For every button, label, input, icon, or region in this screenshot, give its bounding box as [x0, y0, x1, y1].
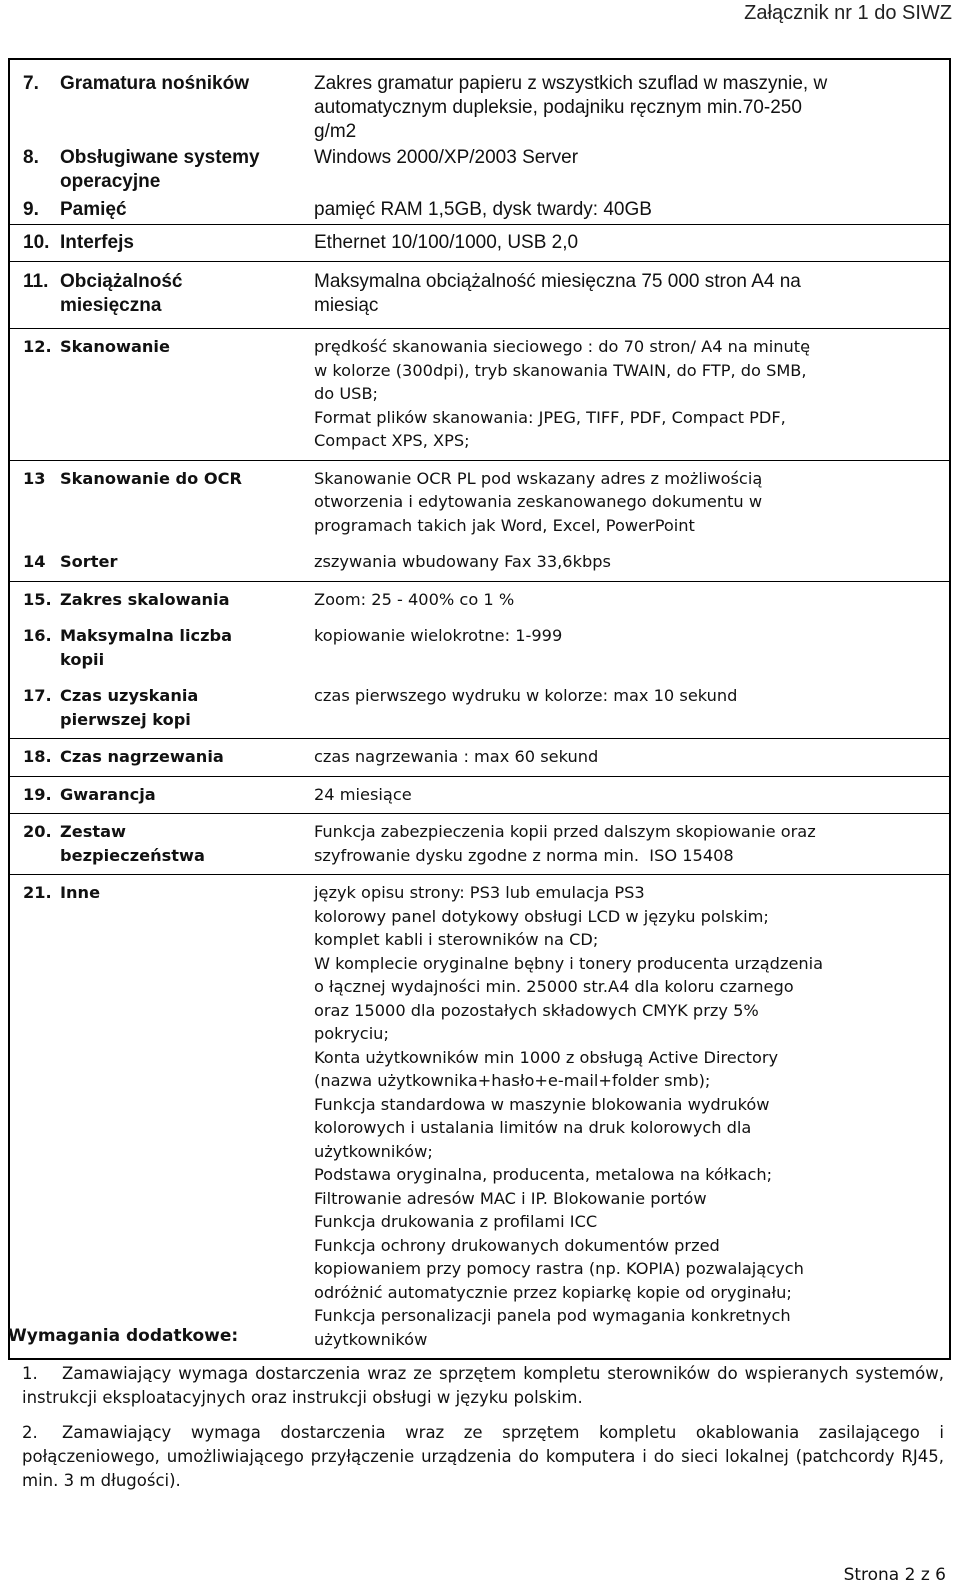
row-description-line: Funkcja standardowa w maszynie blokowania wydruków — [314, 1094, 770, 1114]
row-description-line: Funkcja personalizacji panela pod wymagania konkretnych — [314, 1306, 791, 1325]
row-name-line: Sorter — [60, 552, 118, 571]
row-number: 7. — [23, 73, 39, 94]
row-description-line: pokryciu; — [314, 1024, 389, 1043]
document-header: Załącznik nr 1 do SIWZ — [744, 2, 952, 24]
row-description-line: Ethernet 10/100/1000, USB 2,0 — [314, 232, 579, 253]
row-description-line: Funkcja drukowania z profilami ICC — [314, 1212, 598, 1231]
extra-requirements-title: Wymagania dodatkowe: — [8, 1326, 239, 1346]
row-name — [54, 820, 314, 867]
row-description-line: g/m2 — [314, 121, 357, 142]
requirement-item-1 — [22, 1362, 944, 1410]
requirement-item-2 — [22, 1421, 944, 1493]
row-description-line: prędkość skanowania sieciowego : do 70 stron/ A4 na minutę — [314, 337, 811, 356]
row-description — [314, 745, 949, 769]
row-name — [54, 198, 314, 222]
table-row — [10, 144, 949, 196]
row-description-line: pamięć RAM 1,5GB, dysk twardy: 40GB — [314, 199, 652, 220]
table-row — [10, 776, 949, 814]
row-number: 8. — [23, 147, 39, 168]
row-number: 13 — [23, 468, 46, 488]
row-description-line: kolorowy panel dotykowy obsługi LCD w języku polskim; — [314, 906, 769, 926]
row-description-line: Filtrowanie adresów MAC i IP. Blokowanie portów — [314, 1188, 707, 1208]
requirement-number: 2. — [22, 1423, 38, 1442]
table-row — [10, 328, 949, 460]
row-number: 21. — [23, 883, 52, 902]
table-row — [10, 813, 949, 874]
row-description — [314, 467, 949, 538]
row-description-line: otworzenia i edytowania zeskanowanego dokumentu w — [314, 492, 763, 511]
row-description-line: w kolorze (300dpi), tryb skanowania TWAIN, do FTP, do SMB, — [314, 360, 807, 380]
table-row — [10, 196, 949, 224]
row-name-line: bezpieczeństwa — [60, 845, 205, 865]
row-description-line: Compact XPS, XPS; — [314, 431, 470, 450]
row-name — [54, 624, 314, 671]
row-name — [54, 684, 314, 731]
row-description-line: komplet kabli i sterowników na CD; — [314, 930, 599, 949]
row-description-line: o łącznej wydajności min. 25000 str.A4 dla koloru czarnego — [314, 977, 794, 996]
row-name — [54, 335, 314, 453]
row-name-line: Gramatura nośników — [60, 73, 249, 94]
row-description-line: Zakres gramatur papieru z wszystkich szuflad w maszynie, w — [314, 73, 828, 94]
row-description-line: czas pierwszego wydruku w kolorze: max 10 sekund — [314, 686, 738, 705]
table-row — [10, 581, 949, 619]
row-name — [54, 72, 314, 144]
row-name-line: Obciążalność — [60, 271, 183, 292]
row-description-line: do USB; — [314, 384, 379, 403]
row-description-line: miesiąc — [314, 295, 379, 316]
row-description-line: kopiowanie wielokrotne: 1-999 — [314, 626, 563, 645]
requirement-text: Zamawiający wymaga dostarczenia wraz ze sprzętem kompletu sterowników do wspieranych systemów, instrukcji eksploatacyjnych oraz instrukcji obsługi w języku polskim. — [22, 1364, 944, 1407]
table-row — [10, 544, 949, 581]
row-description-line: Konta użytkowników min 1000 z obsługą Active Directory — [314, 1047, 779, 1067]
row-description-line: zszywania wbudowany Fax 33,6kbps — [314, 552, 611, 571]
row-description — [314, 72, 949, 144]
row-description-line: Maksymalna obciążalność miesięczna 75 000 stron A4 na — [314, 271, 801, 292]
table-row — [10, 738, 949, 776]
table-row — [10, 460, 949, 545]
row-name — [54, 783, 314, 807]
row-name-line: Interfejs — [60, 232, 134, 253]
requirement-text: Zamawiający wymaga dostarczenia wraz ze sprzętem kompletu okablowania zasilającego i połączeniowego, umożliwiającego przyłączenie urządzenia do komputera i do sieci lokalnej (patchcordy RJ45, min. 3 m długości). — [22, 1423, 944, 1490]
row-description-line: Skanowanie OCR PL pod wskazany adres z możliwością — [314, 468, 763, 488]
row-description-line: automatycznym dupleksie, podajniku ręcznym min.70-250 — [314, 97, 802, 118]
row-name-line: Zestaw — [60, 822, 126, 841]
row-description-line: 24 miesiące — [314, 784, 412, 804]
row-description-line: użytkowników — [314, 1329, 428, 1349]
requirement-number: 1. — [22, 1364, 38, 1383]
table-row — [10, 678, 949, 738]
row-name-line: Gwarancja — [60, 784, 156, 804]
table-row — [10, 618, 949, 678]
row-name-line: operacyjne — [60, 171, 161, 192]
row-description-line: kopiowaniem przy pomocy rastra (np. KOPIA) pozwalających — [314, 1259, 804, 1278]
row-description-line: język opisu strony: PS3 lub emulacja PS3 — [314, 883, 645, 902]
spec-table — [8, 58, 951, 1360]
row-name-line: Skanowanie — [60, 337, 170, 356]
row-name-line: pierwszej kopi — [60, 709, 191, 729]
row-number: 18. — [23, 747, 52, 766]
row-name-line: Pamięć — [60, 199, 127, 220]
table-row — [10, 874, 949, 1358]
row-description — [314, 146, 949, 194]
row-name — [54, 270, 314, 318]
row-description-line: szyfrowanie dysku zgodne z norma min. ISO 15408 — [314, 845, 734, 865]
row-name — [54, 550, 314, 574]
row-number: 16. — [23, 626, 52, 645]
row-name-line: Zakres skalowania — [60, 589, 230, 609]
row-number: 15. — [23, 589, 52, 609]
row-description — [314, 624, 949, 671]
table-row — [10, 261, 949, 328]
row-number: 20. — [23, 822, 52, 841]
row-description — [314, 270, 949, 318]
row-description — [314, 198, 949, 222]
row-number: 11. — [23, 271, 49, 292]
row-name-line: Czas nagrzewania — [60, 747, 224, 766]
row-number: 12. — [23, 337, 52, 356]
row-description-line: oraz 15000 dla pozostałych składowych CMYK przy 5% — [314, 1000, 759, 1020]
row-name — [54, 231, 314, 255]
row-description-line: kolorowych i ustalania limitów na druk kolorowych dla — [314, 1118, 752, 1137]
row-name — [54, 146, 314, 194]
row-description — [314, 588, 949, 612]
row-number: 9. — [23, 199, 39, 220]
row-name-line: Czas uzyskania — [60, 686, 199, 705]
table-row — [10, 60, 949, 144]
row-description — [314, 550, 949, 574]
row-description-line: Zoom: 25 - 400% co 1 % — [314, 589, 515, 609]
row-number: 19. — [23, 784, 52, 804]
row-description-line: W komplecie oryginalne bębny i tonery producenta urządzenia — [314, 953, 824, 973]
row-number: 17. — [23, 686, 52, 705]
row-name-line: Skanowanie do OCR — [60, 468, 243, 488]
row-description — [314, 335, 949, 453]
row-name-line: miesięczna — [60, 295, 162, 316]
row-number: 10. — [23, 232, 50, 253]
row-description-line: Windows 2000/XP/2003 Server — [314, 147, 579, 168]
row-description-line: czas nagrzewania : max 60 sekund — [314, 747, 599, 766]
row-description — [314, 881, 949, 1351]
table-row — [10, 224, 949, 261]
row-description — [314, 783, 949, 807]
row-description — [314, 820, 949, 867]
row-description-line: użytkowników; — [314, 1141, 433, 1161]
row-description — [314, 231, 949, 255]
row-name-line: Inne — [60, 883, 101, 902]
row-name-line: Maksymalna liczba — [60, 626, 233, 645]
row-description-line: Funkcja ochrony drukowanych dokumentów przed — [314, 1235, 720, 1255]
row-name — [54, 745, 314, 769]
row-description-line: programach takich jak Word, Excel, PowerPoint — [314, 515, 695, 535]
row-description — [314, 684, 949, 731]
row-name-line: kopii — [60, 649, 105, 669]
row-name — [54, 467, 314, 538]
row-description-line: odróżnić automatycznie przez kopiarkę kopie od oryginału; — [314, 1282, 792, 1302]
row-number: 14 — [23, 552, 46, 571]
row-name-line: Obsługiwane systemy — [60, 147, 260, 168]
row-description-line: (nazwa użytkownika+hasło+e-mail+folder smb); — [314, 1071, 711, 1090]
row-description-line: Funkcja zabezpieczenia kopii przed dalszym skopiowanie oraz — [314, 822, 816, 841]
row-name — [54, 881, 314, 1351]
row-description-line: Format plików skanowania: JPEG, TIFF, PDF, Compact PDF, — [314, 407, 786, 427]
row-name — [54, 588, 314, 612]
page-number: Strona 2 z 6 — [843, 1565, 946, 1585]
row-description-line: Podstawa oryginalna, producenta, metalowa na kółkach; — [314, 1165, 773, 1184]
